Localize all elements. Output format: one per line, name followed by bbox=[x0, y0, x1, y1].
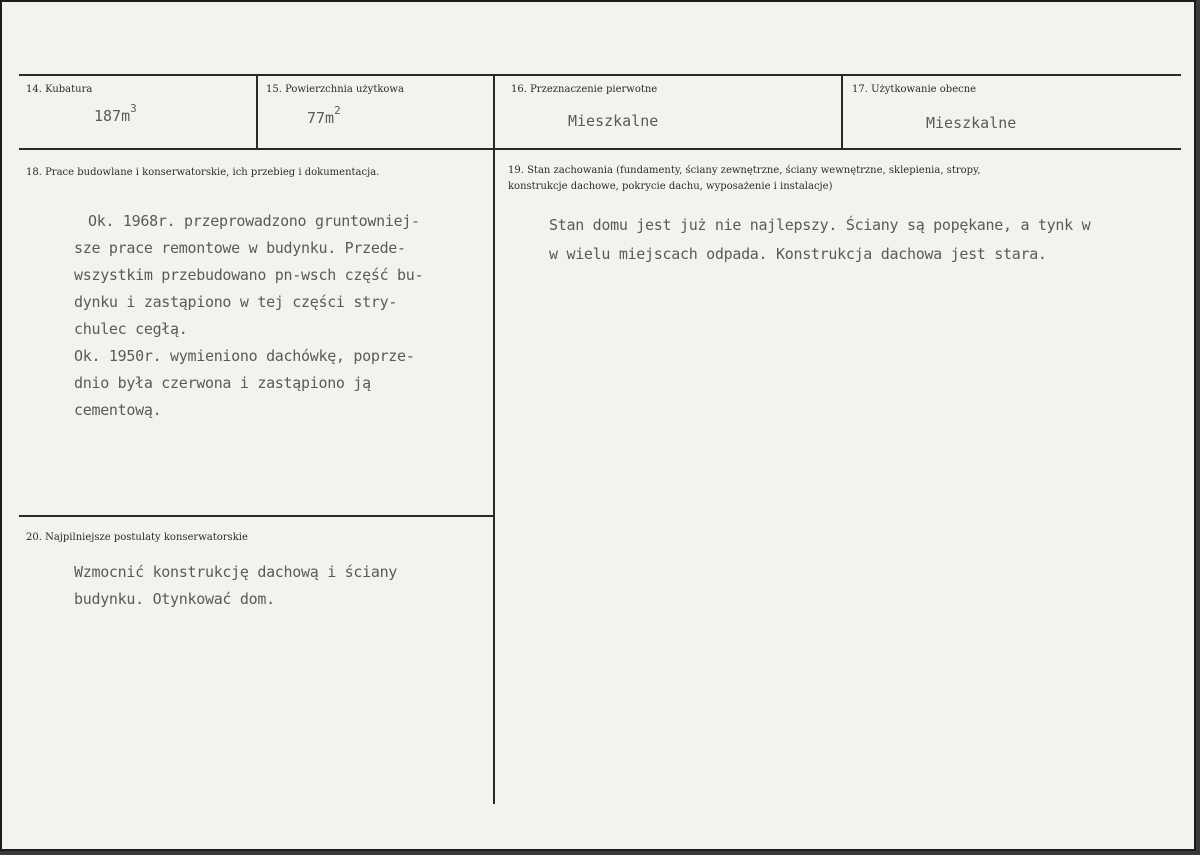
field-14-unit-exponent: 3 bbox=[130, 102, 137, 115]
field-15-number: 77m bbox=[307, 109, 335, 127]
field-20-text bbox=[74, 559, 397, 613]
field-18-line: wszystkim przebudowano pn-wsch część bu- bbox=[74, 266, 424, 284]
field-14-value bbox=[94, 102, 137, 125]
field-18-line: dynku i zastąpiono w tej części stry- bbox=[74, 293, 398, 311]
field-15-unit-exponent: 2 bbox=[334, 104, 341, 117]
field-18-text bbox=[74, 208, 423, 424]
divider-14-15 bbox=[256, 74, 258, 150]
divider-15-16 bbox=[493, 74, 495, 804]
field-18-label: 18. Prace budowlane i konserwatorskie, ich przebieg i dokumentacja. bbox=[26, 167, 380, 178]
field-14-label: 14. Kubatura bbox=[26, 84, 93, 95]
field-18-line: Ok. 1968r. przeprowadzono gruntowniej- bbox=[88, 212, 420, 230]
divider-16-17 bbox=[841, 74, 843, 150]
field-16-value: Mieszkalne bbox=[568, 112, 659, 130]
field-15-label: 15. Powierzchnia użytkowa bbox=[266, 84, 404, 95]
field-18-line: cementową. bbox=[74, 401, 162, 419]
field-17-value: Mieszkalne bbox=[926, 114, 1017, 132]
field-18-line: dnio była czerwona i zastąpiono ją bbox=[74, 374, 371, 392]
field-18-line: sze prace remontowe w budynku. Przede- bbox=[74, 239, 406, 257]
field-19-text bbox=[549, 211, 1090, 269]
field-18-line: chulec cegłą. bbox=[74, 320, 188, 338]
field-19-label: 19. Stan zachowania (fundamenty, ściany zewnętrzne, ściany wewnętrzne, sklepienia, stropy, bbox=[508, 165, 981, 176]
field-20-line: budynku. Otynkować dom. bbox=[74, 590, 275, 608]
top-rule bbox=[19, 74, 1181, 76]
row1-rule bbox=[19, 148, 1181, 150]
field-19-line: w wielu miejscach odpada. Konstrukcja dachowa jest stara. bbox=[549, 245, 1047, 263]
field-19-label-continued: konstrukcje dachowe, pokrycie dachu, wyposażenie i instalacje) bbox=[508, 181, 833, 192]
row2-rule bbox=[19, 515, 493, 517]
field-14-number: 187m bbox=[94, 107, 131, 125]
field-17-label: 17. Użytkowanie obecne bbox=[852, 84, 977, 95]
field-16-label: 16. Przeznaczenie pierwotne bbox=[511, 84, 658, 95]
field-20-line: Wzmocnić konstrukcję dachową i ściany bbox=[74, 563, 398, 581]
field-20-label: 20. Najpilniejsze postulaty konserwatorskie bbox=[26, 532, 248, 543]
field-19-line: Stan domu jest już nie najlepszy. Ściany są popękane, a tynk w bbox=[549, 216, 1091, 234]
field-15-value bbox=[307, 104, 341, 127]
field-18-line: Ok. 1950r. wymieniono dachówkę, poprze- bbox=[74, 347, 415, 365]
